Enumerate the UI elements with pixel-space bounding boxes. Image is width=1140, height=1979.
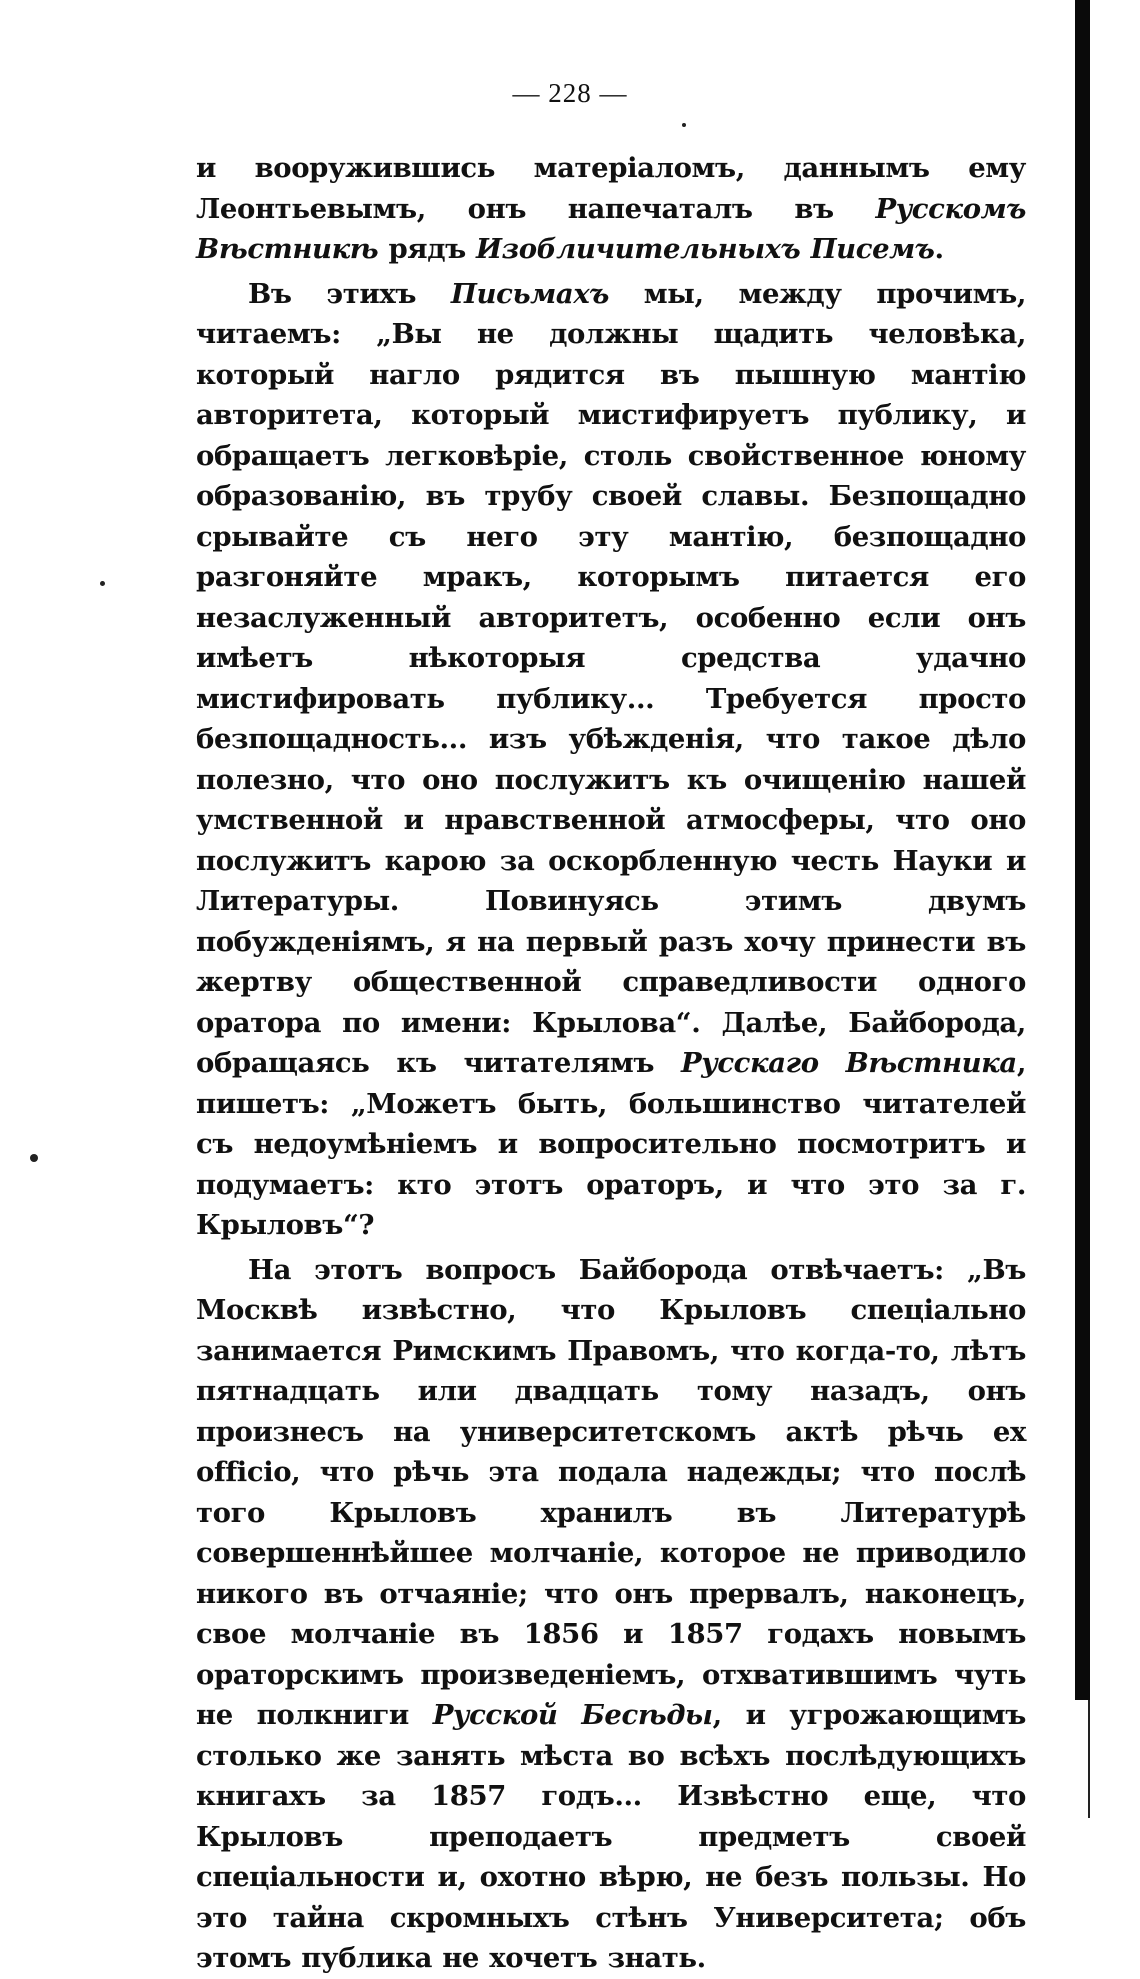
scan-speck xyxy=(100,581,105,586)
text-segment: На этотъ вопросъ Байборода отвѣчаетъ: „Въ Москвѣ извѣстно, что Крыловъ спеціально занимается Римскимъ Правомъ, что когда-то, лѣтъ пятнадцать или двадцать тому назадъ, онъ произнесъ на университетскомъ актѣ рѣчь ex officio, что рѣчь эта подала надежды; что послѣ того Крыловъ хранилъ въ Литературѣ совершеннѣйшее молчаніе, которое не приводило никого въ отчаяніе; что онъ прервалъ, наконецъ, свое молчаніе въ 1856 и 1857 годахъ новымъ ораторскимъ произведеніемъ, отхватившимъ чуть не полкниги xyxy=(196,1253,1026,1731)
paragraph-3 xyxy=(196,1250,1026,1979)
text-segment: Въ этихъ xyxy=(248,277,451,310)
text-segment: . xyxy=(934,233,944,265)
page-edge-shadow xyxy=(1075,0,1090,1700)
text-segment: мы, между прочимъ, читаемъ: „Вы не должны щадить человѣка, который нагло рядится въ пышную мантію авторитета, который мистифируетъ публику, и обращаетъ легковѣріе, столь свойственное юному образованію, въ трубу своей славы. Безпощадно срывайте съ него эту мантію, безпощадно разгоняйте мракъ, которымъ питается его незаслуженный авторитетъ, особенно если онъ имѣетъ нѣкоторыя средства удачно мистифировать публику... Требуется просто безпощадность... изъ убѣжденія, что такое дѣло полезно, что оно послужитъ къ очищенію нашей умственной и нравственной атмосферы, что оно послужитъ карою за оскорбленную честь Науки и Литературы. Повинуясь этимъ двумъ побужденіямъ, я на первый разъ хочу принести въ жертву общественной справедливости одного оратора по имени: Крылова“. Далѣе, Байборода, обращаясь къ читателямъ xyxy=(196,277,1026,1079)
italic-title-segment: Русскаго Вѣстника xyxy=(681,1047,1017,1079)
body-text xyxy=(196,148,1026,1979)
page-number: — 228 — xyxy=(512,78,628,108)
text-segment: , пишетъ: „Можетъ быть, большинство читателей съ недоумѣніемъ и вопросительно посмотритъ и подумаетъ: кто этотъ ораторъ, и что это за г. Крыловъ“? xyxy=(196,1047,1027,1241)
paragraph-1 xyxy=(196,148,1026,270)
text-segment: , и угрожающимъ столько же занять мѣста во всѣхъ послѣдующихъ книгахъ за 1857 годъ... Извѣстно еще, что Крыловъ преподаетъ предметъ своей спеціальности и, охотно вѣрю, не безъ пользы. Но это тайна скромныхъ стѣнъ Университета; объ этомъ публика не хочетъ знать. xyxy=(196,1699,1026,1974)
italic-title-segment: Русскомъ Вѣстникѣ xyxy=(196,192,1026,265)
italic-title-segment: Письмахъ xyxy=(450,277,609,310)
page-edge-line xyxy=(1088,1700,1090,1818)
scan-speck xyxy=(30,1154,38,1162)
scan-speck xyxy=(682,123,686,127)
text-segment: и вооружившись матеріаломъ, даннымъ ему Леонтьевымъ, онъ напечаталъ въ xyxy=(196,152,1026,225)
italic-title-segment: Русской Бесѣды xyxy=(432,1699,713,1731)
text-segment: рядъ xyxy=(378,233,476,265)
paragraph-2 xyxy=(196,274,1026,1246)
italic-title-segment: Изобличительныхъ Писемъ xyxy=(476,233,935,265)
